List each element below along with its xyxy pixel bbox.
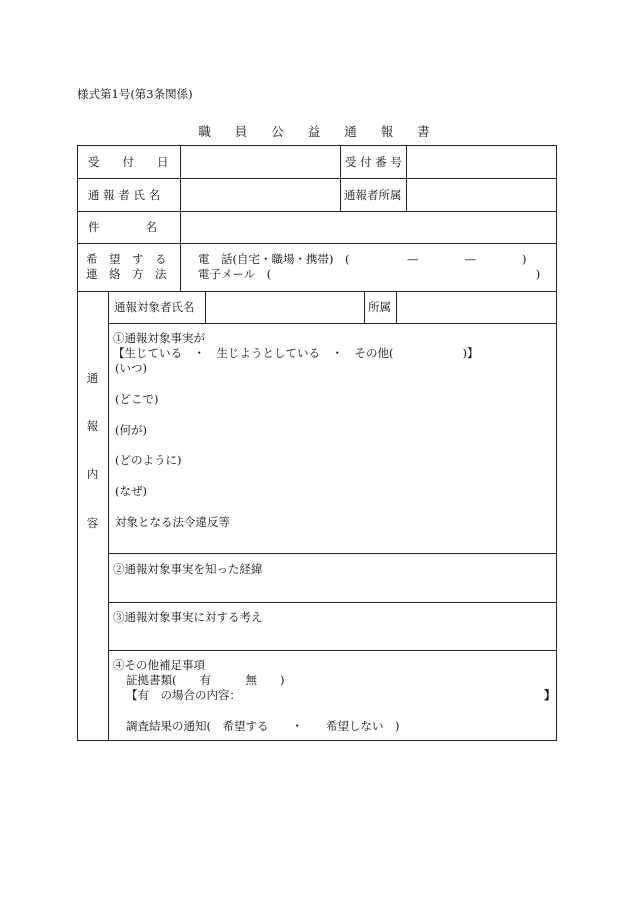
section2-heading: ②通報対象事実を知った経緯	[113, 562, 263, 576]
target-name-label: 通報対象者氏名	[114, 300, 195, 314]
reporter-dept-label: 通報者所属	[344, 188, 402, 202]
received-number-label: 受 付 番 号	[345, 155, 402, 169]
document-title: 職 員 公 益 通 報 書	[198, 124, 440, 139]
target-name-field[interactable]	[206, 292, 364, 323]
received-number-field[interactable]	[407, 146, 556, 178]
section2-field[interactable]	[109, 578, 556, 602]
form-id: 様式第1号(第3条関係)	[77, 87, 193, 101]
evidence-detail-close-bracket: 】	[544, 688, 556, 702]
contact-method-label-line1: 希 望 す る	[86, 252, 167, 266]
reporter-name-field[interactable]	[181, 179, 340, 211]
reporter-name-label: 通 報 者 氏 名	[88, 188, 161, 202]
section4-heading: ④その他補足事項	[113, 658, 205, 672]
received-date-field[interactable]	[181, 146, 340, 178]
target-dept-field[interactable]	[397, 292, 556, 323]
where-label: (どこで)	[115, 392, 159, 406]
report-content-char: 内	[86, 467, 99, 481]
report-content-char: 報	[86, 419, 99, 433]
applicable-law-label: 対象となる法令違反等	[115, 515, 230, 529]
section3-heading: ③通報対象事実に対する考え	[113, 610, 263, 624]
row-divider	[108, 553, 557, 554]
phone-field[interactable]: 電 話(自宅・職場・携帯) ( — — )	[198, 252, 527, 266]
how-label: (どのように)	[115, 453, 182, 467]
reporter-dept-field[interactable]	[407, 179, 556, 211]
fact-status-options[interactable]: 【生じている ・ 生じようとしている ・ その他( )】	[113, 346, 479, 360]
column-divider	[108, 291, 109, 741]
report-content-char: 通	[86, 371, 99, 385]
email-field[interactable]: 電子メール ( )	[198, 267, 541, 281]
target-dept-label: 所属	[368, 300, 391, 314]
report-content-char: 容	[86, 516, 99, 530]
what-label: (何が)	[115, 423, 147, 437]
row-divider	[108, 323, 557, 324]
evidence-detail-label: 【有 の場合の内容：	[126, 688, 241, 702]
why-label: (なぜ)	[115, 484, 147, 498]
subject-field[interactable]	[181, 212, 556, 243]
row-divider	[108, 650, 557, 651]
contact-method-label-line2: 連 絡 方 法	[86, 267, 167, 281]
section1-heading: ①通報対象事実が	[113, 331, 205, 345]
section3-field[interactable]	[109, 626, 556, 650]
received-date-label: 受 付 日	[88, 155, 169, 169]
row-divider	[77, 243, 557, 244]
evidence-options[interactable]: 証拠書類( 有 無 )	[126, 673, 285, 687]
row-divider	[108, 602, 557, 603]
subject-label: 件 名	[88, 220, 157, 234]
when-label: (いつ)	[115, 361, 147, 375]
column-divider	[364, 291, 365, 323]
column-divider	[340, 145, 341, 211]
investigation-notice-options[interactable]: 調査結果の通知( 希望する ・ 希望しない )	[126, 719, 400, 733]
